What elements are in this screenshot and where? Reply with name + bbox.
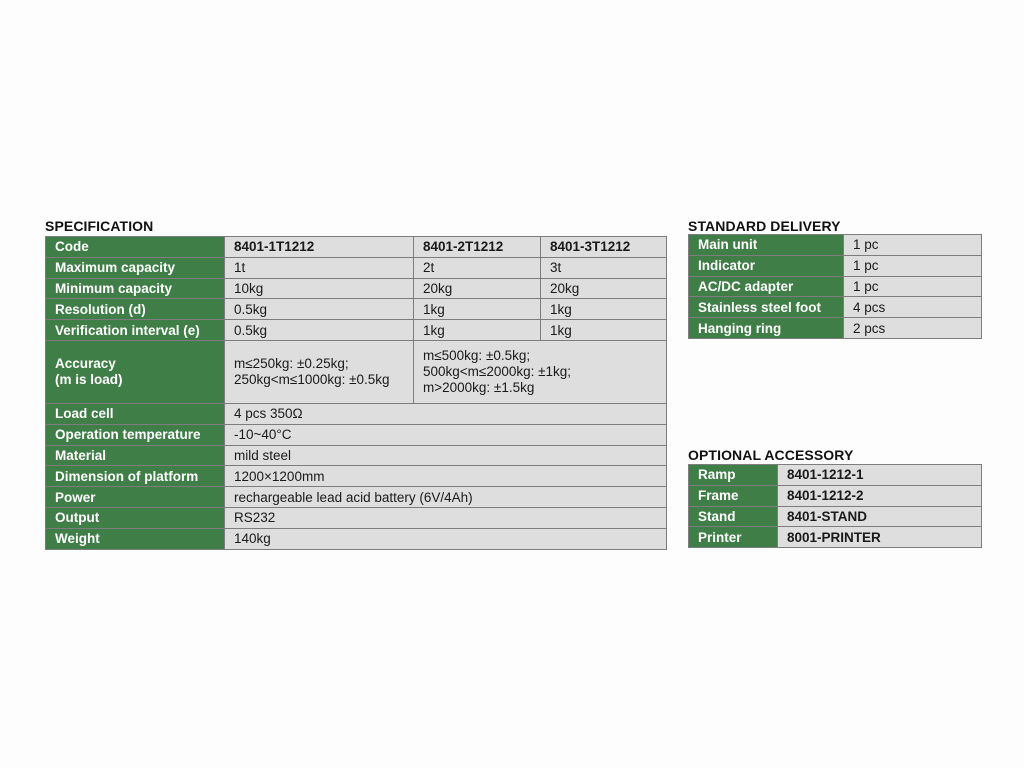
accessory-code: 8401-STAND	[778, 506, 982, 527]
delivery-row	[689, 318, 982, 339]
spec-label: Material	[46, 445, 225, 466]
accessory-row	[689, 506, 982, 527]
spec-row-operation-temperature	[46, 424, 667, 445]
spec-row-material	[46, 445, 667, 466]
spec-value: 0.5kg	[225, 299, 414, 320]
accessory-code: 8401-1212-1	[778, 465, 982, 486]
optional-accessory-title: OPTIONAL ACCESSORY	[688, 447, 854, 463]
spec-value: 2t	[414, 257, 541, 278]
delivery-row	[689, 255, 982, 276]
delivery-row	[689, 297, 982, 318]
accuracy-value-model-1	[225, 340, 414, 403]
model-code-2: 8401-2T1212	[414, 237, 541, 258]
spec-value: 1kg	[541, 320, 667, 341]
accuracy-label-line: (m is load)	[55, 371, 123, 387]
accessory-code: 8001-PRINTER	[778, 527, 982, 548]
spec-value: rechargeable lead acid battery (6V/4Ah)	[225, 487, 667, 508]
spec-row-resolution	[46, 299, 667, 320]
spec-row-code	[46, 237, 667, 258]
spec-value: 10kg	[225, 278, 414, 299]
spec-row-accuracy	[46, 340, 667, 403]
spec-label: Output	[46, 507, 225, 528]
delivery-row	[689, 235, 982, 256]
spec-value: 1t	[225, 257, 414, 278]
accessory-label: Ramp	[689, 465, 778, 486]
spec-value: 1kg	[414, 320, 541, 341]
spec-label: Power	[46, 487, 225, 508]
spec-label: Weight	[46, 528, 225, 549]
spec-label: Maximum capacity	[46, 257, 225, 278]
spec-value: -10~40°C	[225, 424, 667, 445]
spec-row-dimension	[46, 466, 667, 487]
accuracy-value-model-2-3	[414, 340, 667, 403]
accessory-row	[689, 485, 982, 506]
delivery-value: 1 pc	[844, 255, 982, 276]
delivery-label: Hanging ring	[689, 318, 844, 339]
specification-title: SPECIFICATION	[45, 218, 154, 234]
spec-value: 20kg	[541, 278, 667, 299]
spec-value: mild steel	[225, 445, 667, 466]
spec-label: Verification interval (e)	[46, 320, 225, 341]
accessory-row	[689, 465, 982, 486]
spec-label: Resolution (d)	[46, 299, 225, 320]
accuracy-line: m≤250kg: ±0.25kg;	[234, 355, 349, 371]
delivery-value: 1 pc	[844, 235, 982, 256]
spec-value: 140kg	[225, 528, 667, 549]
spec-label: Minimum capacity	[46, 278, 225, 299]
standard-delivery-table	[688, 234, 982, 339]
spec-row-output	[46, 507, 667, 528]
spec-value: 1kg	[414, 299, 541, 320]
spec-value: 1200×1200mm	[225, 466, 667, 487]
accessory-row	[689, 527, 982, 548]
accuracy-label-line: Accuracy	[55, 355, 116, 371]
spec-row-weight	[46, 528, 667, 549]
delivery-value: 1 pc	[844, 276, 982, 297]
spec-label-code: Code	[46, 237, 225, 258]
spec-row-max-capacity	[46, 257, 667, 278]
spec-value: 0.5kg	[225, 320, 414, 341]
model-code-3: 8401-3T1212	[541, 237, 667, 258]
spec-value: RS232	[225, 507, 667, 528]
spec-row-min-capacity	[46, 278, 667, 299]
model-code-1: 8401-1T1212	[225, 237, 414, 258]
standard-delivery-title: STANDARD DELIVERY	[688, 218, 841, 234]
accessory-label: Frame	[689, 485, 778, 506]
accuracy-line: m>2000kg: ±1.5kg	[423, 379, 535, 395]
spec-label: Load cell	[46, 403, 225, 424]
specification-table	[45, 236, 667, 550]
spec-label: Dimension of platform	[46, 466, 225, 487]
spec-row-power	[46, 487, 667, 508]
delivery-label: Indicator	[689, 255, 844, 276]
delivery-value: 4 pcs	[844, 297, 982, 318]
accessory-label: Printer	[689, 527, 778, 548]
accessory-label: Stand	[689, 506, 778, 527]
accuracy-line: 500kg<m≤2000kg: ±1kg;	[423, 363, 572, 379]
accessory-code: 8401-1212-2	[778, 485, 982, 506]
spec-value: 3t	[541, 257, 667, 278]
spec-row-verification-interval	[46, 320, 667, 341]
spec-value: 1kg	[541, 299, 667, 320]
spec-value: 4 pcs 350Ω	[225, 403, 667, 424]
accuracy-line: 250kg<m≤1000kg: ±0.5kg	[234, 371, 390, 387]
spec-value: 20kg	[414, 278, 541, 299]
spec-label: Operation temperature	[46, 424, 225, 445]
delivery-label: AC/DC adapter	[689, 276, 844, 297]
delivery-label: Stainless steel foot	[689, 297, 844, 318]
delivery-value: 2 pcs	[844, 318, 982, 339]
spec-row-load-cell	[46, 403, 667, 424]
optional-accessory-table	[688, 464, 982, 548]
accuracy-line: m≤500kg: ±0.5kg;	[423, 347, 531, 363]
spec-label-accuracy	[46, 340, 225, 403]
delivery-row	[689, 276, 982, 297]
delivery-label: Main unit	[689, 235, 844, 256]
